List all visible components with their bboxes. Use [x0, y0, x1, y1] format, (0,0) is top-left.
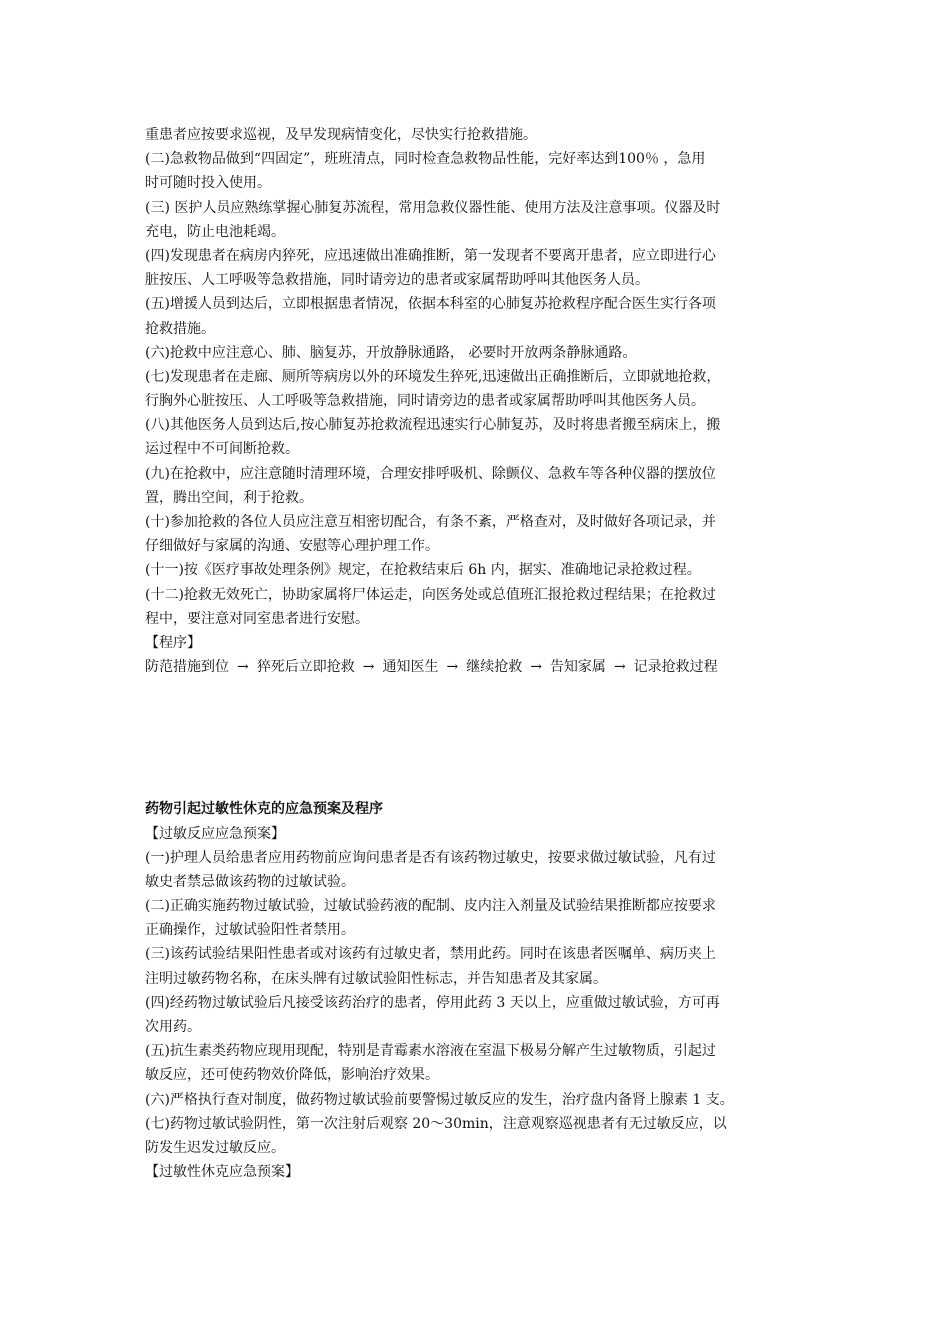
- paragraph-line: (三) 医护人员应熟练掌握心肺复苏流程，常用急救仪器性能、使用方法及注意事项。仪器及时: [145, 199, 721, 216]
- section-anaphylaxis: [145, 797, 810, 1184]
- arrow-right-icon: →: [237, 659, 249, 676]
- paragraph-line: (七)发现患者在走廊、厕所等病房以外的环境发生猝死,迅速做出正确推断后，立即就地抢救，: [145, 368, 721, 385]
- paragraph-line: 重患者应按要求巡视，及早发现病情变化，尽快实行抢救措施。: [145, 127, 537, 143]
- flow-step: 继续抢救: [466, 659, 523, 676]
- paragraph-line: (四)经药物过敏试验后凡接受该药治疗的患者，停用此药 3 天以上，应重做过敏试验，方可再: [145, 994, 720, 1011]
- paragraph-line: 脏按压、人工呼吸等急救措施，同时请旁边的患者或家属帮助呼叫其他医务人员。: [145, 272, 649, 289]
- paragraph-line: 运过程中不可间断抢救。: [145, 441, 299, 458]
- paragraph-line: 注明过敏药物名称，在床头牌有过敏试验阳性标志，并告知患者及其家属。: [145, 970, 607, 987]
- section-gap: [145, 679, 810, 797]
- paragraph-line: (九)在抢救中，应注意随时清理环境，合理安排呼吸机、除颤仪、急救车等各种仪器的摆放位: [145, 465, 716, 482]
- paragraph-line: (十二)抢救无效死亡，协助家属将尸体运走，向医务处或总值班汇报抢救过程结果；在抢救过: [145, 586, 716, 603]
- paragraph-line: (三)该药试验结果阳性患者或对该药有过敏史者，禁用此药。同时在该患者医嘱单、病历夹上: [145, 946, 716, 963]
- flow-step: 记录抢救过程: [633, 659, 718, 676]
- paragraph-line: 行胸外心脏按压、人工呼吸等急救措施，同时请旁边的患者或家属帮助呼叫其他医务人员。: [145, 393, 705, 410]
- paragraph-line: (二)正确实施药物过敏试验，过敏试验药液的配制、皮内注入剂量及试验结果推断都应按要求: [145, 898, 716, 915]
- section-title: 药物引起过敏性休克的应急预案及程序: [145, 801, 383, 818]
- paragraph-line: 正确操作，过敏试验阳性者禁用。: [145, 922, 355, 939]
- paragraph-line: 程中，要注意对同室患者进行安慰。: [145, 610, 369, 627]
- paragraph-line: 充电，防止电池耗竭。: [145, 223, 285, 240]
- arrow-right-icon: →: [362, 659, 375, 676]
- procedure-flow: [145, 655, 810, 679]
- paragraph-line: (六)抢救中应注意心、肺、脑复苏，开放静脉通路， 必要时开放两条静脉通路。: [145, 344, 637, 361]
- paragraph-line: 敏反应，还可使药物效价降低，影响治疗效果。: [145, 1067, 439, 1084]
- paragraph-line: (十)参加抢救的各位人员应注意互相密切配合，有条不紊，严格查对，及时做好各项记录，并: [145, 514, 716, 530]
- flow-step: 防范措施到位: [145, 659, 229, 676]
- paragraph-line: (八)其他医务人员到达后,按心肺复苏抢救流程迅速实行心肺复苏，及时将患者搬至病床上，搬: [145, 417, 721, 434]
- paragraph-line: (六)严格执行查对制度，做药物过敏试验前要警惕过敏反应的发生，治疗盘内备肾上腺素 1 支。: [145, 1091, 734, 1108]
- subsection-heading: 【过敏反应应急预案】: [145, 825, 285, 842]
- paragraph-line: 置，腾出空间，利于抢救。: [145, 489, 313, 506]
- paragraph-line: (一)护理人员给患者应用药物前应询问患者是否有该药物过敏史，按要求做过敏试验，凡有过: [145, 849, 716, 866]
- paragraph-line: (五)增援人员到达后，立即根据患者情况，依据本科室的心肺复苏抢救程序配合医生实行各项: [145, 296, 716, 313]
- procedure-heading: 【程序】: [145, 634, 201, 651]
- paragraph-line: (七)药物过敏试验阴性，第一次注射后观察 20～30min，注意观察巡视患者有无过敏反应，以: [145, 1115, 727, 1132]
- arrow-right-icon: →: [530, 659, 542, 676]
- document-page: [145, 123, 810, 1184]
- section-cpr-measures: [145, 123, 810, 679]
- paragraph-line: (十一)按《医疗事故处理条例》规定，在抢救结束后 6h 内，据实、准确地记录抢救过程。: [145, 562, 701, 579]
- paragraph-line: (四)发现患者在病房内猝死，应迅速做出准确推断，第一发现者不要离开患者，应立即进行心: [145, 247, 716, 264]
- flow-step: 通知医生: [382, 659, 439, 676]
- paragraph-line: 仔细做好与家属的沟通、安慰等心理护理工作。: [145, 538, 439, 555]
- paragraph-line: (二)急救物品做到“四固定”，班班清点，同时检查急救物品性能，完好率达到100％ ，急用: [145, 151, 706, 168]
- arrow-right-icon: →: [613, 659, 626, 676]
- paragraph-line: 防发生迟发过敏反应。: [145, 1139, 285, 1156]
- flow-step: 猝死后立即抢救: [256, 659, 355, 676]
- arrow-right-icon: →: [446, 659, 459, 676]
- paragraph-line: 次用药。: [145, 1019, 201, 1035]
- paragraph-line: (五)抗生素类药物应现用现配，特别是青霉素水溶液在室温下极易分解产生过敏物质，引起过: [145, 1043, 716, 1060]
- paragraph-line: 敏史者禁忌做该药物的过敏试验。: [145, 873, 355, 890]
- paragraph-line: 抢救措施。: [145, 320, 215, 337]
- paragraph-line: 时可随时投入使用。: [145, 175, 271, 192]
- flow-step: 告知家属: [549, 659, 606, 676]
- subsection-heading: 【过敏性休克应急预案】: [145, 1164, 299, 1181]
